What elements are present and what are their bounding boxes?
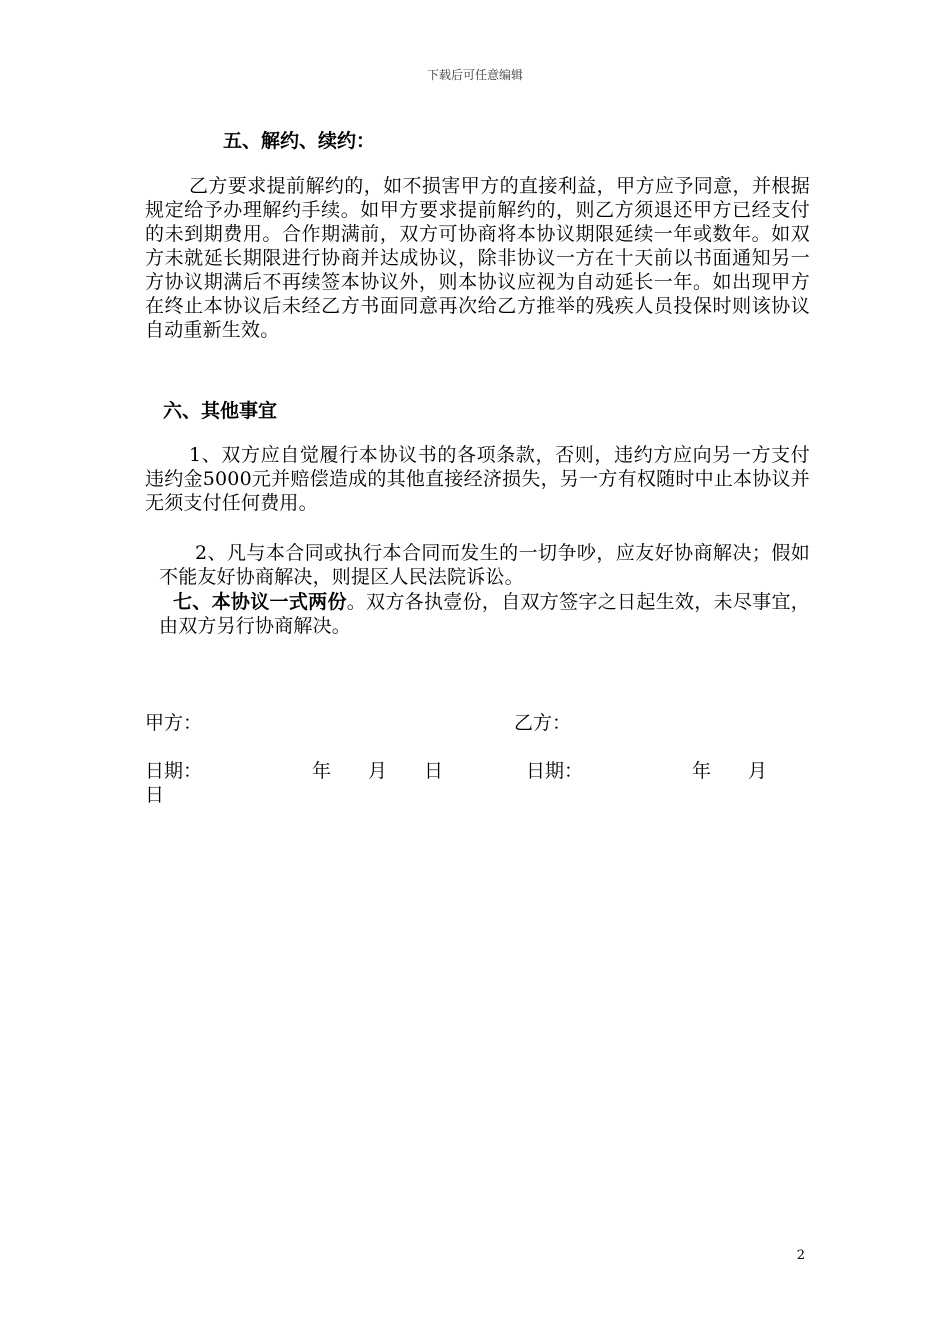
date-b-month: 月	[748, 760, 768, 782]
date-b-year: 年	[692, 760, 712, 782]
section7-text: 。双方各执壹份，自双方签字之日起生效，未尽事宜，由双方另行协商解决。	[159, 591, 810, 637]
party-a-label: 甲方：	[145, 712, 203, 734]
date-a-year: 年	[312, 760, 332, 782]
date-b-label: 日期：	[526, 760, 584, 782]
page-header-note: 下载后可任意编辑	[426, 68, 523, 82]
section6-item-1: 1、双方应自觉履行本协议书的各项条款，否则，违约方应向另一方支付违约金5000元并赔偿造成的其他直接经济损失，另一方有权随时中止本协议并无须支付任何费用。	[145, 444, 810, 514]
section6-item-2: 2、凡与本合同或执行本合同而发生的一切争吵，应友好协商解决；假如不能友好协商解决，则提区人民法院诉讼。	[159, 542, 810, 588]
section5-paragraph: 乙方要求提前解约的，如不损害甲方的直接利益，甲方应予同意，并根据规定给予办理解约手续。如甲方要求提前解约的，则乙方须退还甲方已经支付的未到期费用。合作期满前，双方可协商将本协议期限延续一年或数年。如双方未就延长期限进行协商并达成协议，除非协议一方在十天前以书面通知另一方协议期满后不再续签本协议外，则本协议应视为自动延长一年。如出现甲方在终止本协议后未经乙方书面同意再次给乙方推举的残疾人员投保时则该协议自动重新生效。	[145, 175, 810, 341]
date-b-day: 日	[145, 784, 165, 806]
date-a-month: 月	[368, 760, 388, 782]
section7-paragraph	[159, 590, 810, 638]
section7-heading: 七、本协议一式两份	[173, 591, 347, 613]
date-a-day: 日	[424, 760, 444, 782]
date-a-label: 日期：	[145, 760, 203, 782]
section5-heading: 五、解约、续约：	[223, 130, 376, 152]
party-b-label: 乙方：	[514, 712, 572, 734]
page-number: 2	[796, 1248, 805, 1263]
section6-heading: 六、其他事宜	[163, 400, 278, 422]
